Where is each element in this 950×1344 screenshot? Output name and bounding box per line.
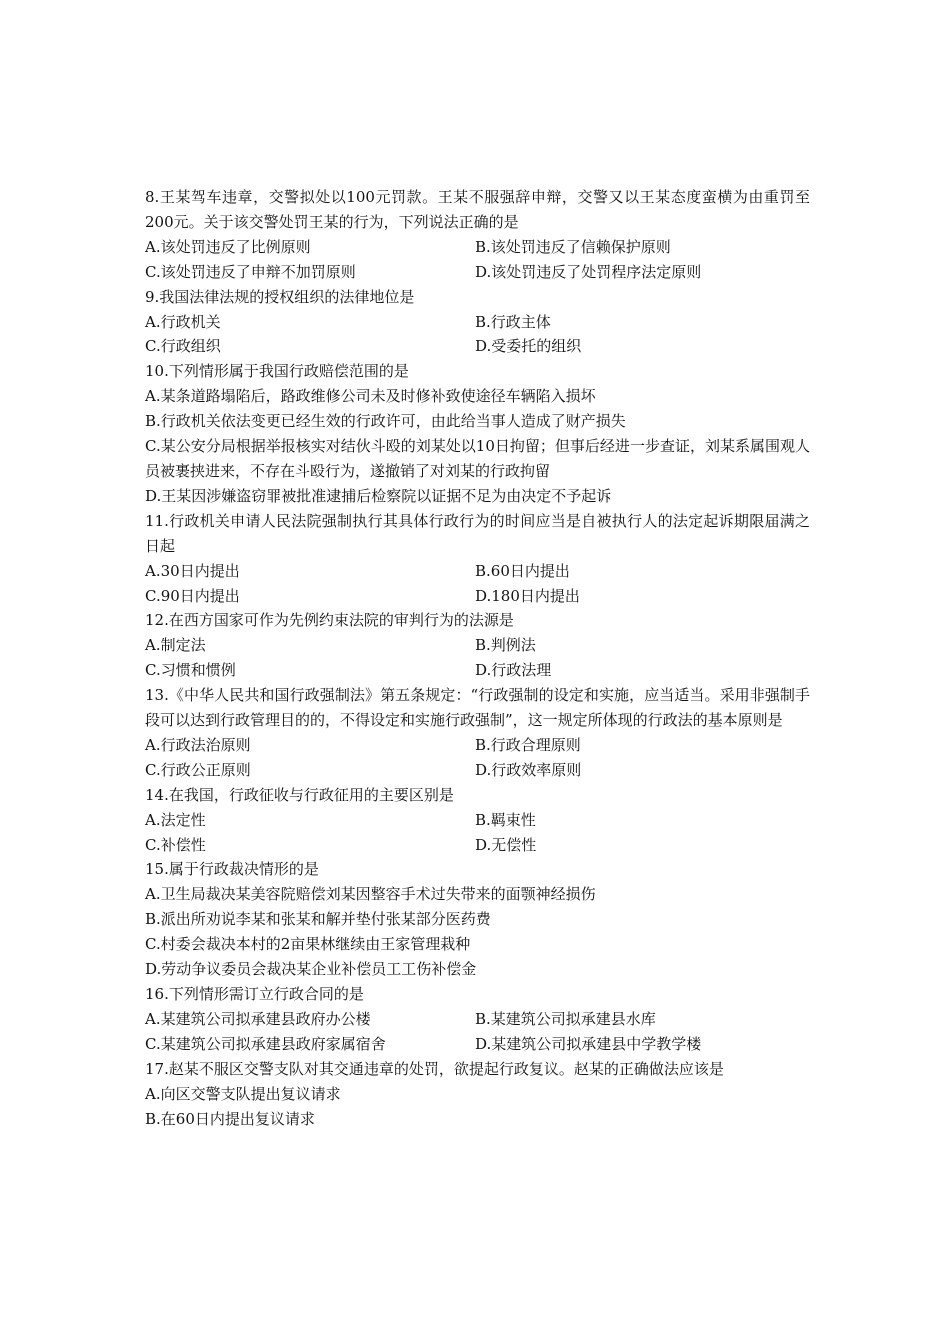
question-14-options-row-1	[145, 808, 810, 833]
question-list	[145, 185, 810, 1131]
question-16-options-row-1	[145, 1007, 810, 1032]
question-16-option-a[interactable]: A.某建筑公司拟承建县政府办公楼	[145, 1009, 371, 1028]
question-8-option-b[interactable]: B.该处罚违反了信赖保护原则	[475, 237, 671, 256]
question-16-option-c[interactable]: C.某建筑公司拟承建县政府家属宿舍	[145, 1034, 386, 1053]
question-15-option-b[interactable]: B.派出所劝说李某和张某和解并垫付张某部分医药费	[145, 910, 491, 929]
question-12-option-d[interactable]: D.行政法理	[475, 661, 552, 680]
question-15-option-a[interactable]: A.卫生局裁决某美容院赔偿刘某因整容手术过失带来的面颚神经损伤	[145, 885, 596, 904]
question-10-option-b[interactable]: B.行政机关依法变更已经生效的行政许可，由此给当事人造成了财产损失	[145, 412, 626, 431]
question-8-stem: 8.王某驾车违章，交警拟处以100元罚款。王某不服强辞申辩，交警又以王某态度蛮横为由重罚至200元。关于该交警处罚王某的行为，下列说法正确的是	[145, 188, 810, 231]
question-11-stem: 11.行政机关申请人民法院强制执行其具体行政行为的时间应当是自被执行人的法定起诉期限届满之日起	[145, 511, 810, 555]
question-14-option-a[interactable]: A.法定性	[145, 810, 206, 829]
question-17-option-a[interactable]: A.向区交警支队提出复议请求	[145, 1084, 341, 1103]
question-12-options-row-2	[145, 658, 810, 683]
question-17-option-b[interactable]: B.在60日内提出复议请求	[145, 1109, 315, 1128]
question-9-option-b[interactable]: B.行政主体	[475, 312, 551, 331]
question-12-options-row-1	[145, 633, 810, 658]
question-14-stem: 14.在我国，行政征收与行政征用的主要区别是	[145, 785, 454, 804]
question-13-options-row-2	[145, 758, 810, 783]
question-11-option-a[interactable]: A.30日内提出	[145, 561, 240, 580]
question-9-option-a[interactable]: A.行政机关	[145, 312, 221, 331]
question-11-option-b[interactable]: B.60日内提出	[475, 561, 570, 580]
question-14-option-d[interactable]: D.无偿性	[475, 835, 537, 854]
question-15-option-d[interactable]: D.劳动争议委员会裁决某企业补偿员工工伤补偿金	[145, 960, 477, 979]
question-13-option-b[interactable]: B.行政合理原则	[475, 735, 581, 754]
question-16-option-b[interactable]: B.某建筑公司拟承建县水库	[475, 1009, 656, 1028]
question-13-options-row-1	[145, 733, 810, 758]
question-13-option-c[interactable]: C.行政公正原则	[145, 760, 251, 779]
question-16-option-d[interactable]: D.某建筑公司拟承建县中学教学楼	[475, 1034, 702, 1053]
question-14-options-row-2	[145, 833, 810, 858]
question-12-option-b[interactable]: B.判例法	[475, 636, 536, 655]
question-15-option-c[interactable]: C.村委会裁决本村的2亩果林继续由王家管理栽种	[145, 935, 471, 954]
question-13-option-d[interactable]: D.行政效率原则	[475, 760, 582, 779]
question-8-options-row-2	[145, 260, 810, 285]
question-16-stem: 16.下列情形需订立行政合同的是	[145, 985, 364, 1003]
question-11-options-row-1	[145, 559, 810, 584]
question-9-option-c[interactable]: C.行政组织	[145, 337, 221, 356]
question-17-stem: 17.赵某不服区交警支队对其交通违章的处罚，欲提起行政复议。赵某的正确做法应该是	[145, 1059, 724, 1078]
question-9-stem: 9.我国法律法规的授权组织的法律地位是	[145, 287, 415, 306]
question-13-option-a[interactable]: A.行政法治原则	[145, 735, 251, 754]
question-11-options-row-2	[145, 584, 810, 609]
question-10-option-d[interactable]: D.王某因涉嫌盗窃罪被批准逮捕后检察院以证据不足为由决定不予起诉	[145, 486, 612, 505]
question-8-option-c[interactable]: C.该处罚违反了申辩不加罚原则	[145, 262, 356, 281]
question-8-options-row-1	[145, 235, 810, 260]
question-8-option-d[interactable]: D.该处罚违反了处罚程序法定原则	[475, 262, 702, 281]
question-12-stem: 12.在西方国家可作为先例约束法院的审判行为的法源是	[145, 611, 514, 630]
question-16-options-row-2	[145, 1032, 810, 1057]
question-8-option-a[interactable]: A.该处罚违反了比例原则	[145, 237, 311, 256]
question-9-options-row-1	[145, 310, 810, 335]
question-14-option-b[interactable]: B.羁束性	[475, 810, 536, 829]
question-10-option-c[interactable]: C.某公安分局根据举报核实对结伙斗殴的刘某处以10日拘留；但事后经进一步查证，刘某系属围观人员被裹挟进来，不存在斗殴行为，遂撤销了对刘某的行政拘留	[145, 437, 810, 480]
question-9-option-d[interactable]: D.受委托的组织	[475, 337, 582, 356]
question-11-option-c[interactable]: C.90日内提出	[145, 586, 240, 605]
question-12-option-c[interactable]: C.习惯和惯例	[145, 661, 236, 680]
question-9-options-row-2	[145, 334, 810, 359]
question-15-stem: 15.属于行政裁决情形的是	[145, 860, 319, 879]
question-14-option-c[interactable]: C.补偿性	[145, 835, 206, 854]
question-10-stem: 10.下列情形属于我国行政赔偿范围的是	[145, 362, 409, 381]
question-13-stem: 13.《中华人民共和国行政强制法》第五条规定：“行政强制的设定和实施，应当适当。采用非强制手段可以达到行政管理目的的，不得设定和实施行政强制”，这一规定所体现的行政法的基本原则是	[145, 686, 810, 730]
question-11-option-d[interactable]: D.180日内提出	[475, 586, 580, 605]
question-10-option-a[interactable]: A.某条道路塌陷后，路政维修公司未及时修补致使途径车辆陷入损坏	[145, 387, 596, 406]
question-12-option-a[interactable]: A.制定法	[145, 636, 206, 655]
